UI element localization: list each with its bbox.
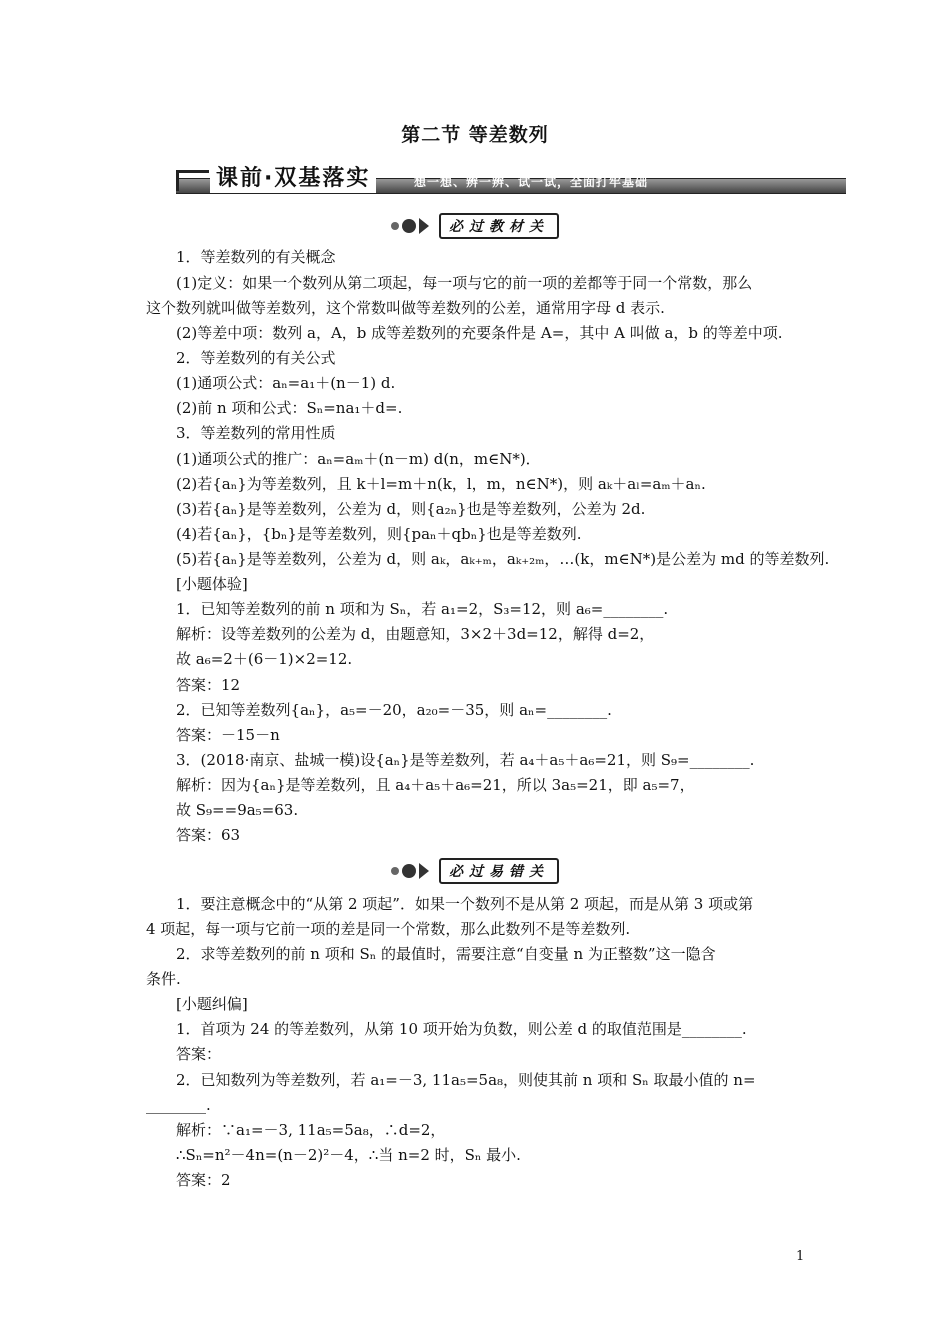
section-header-pitfalls — [0, 858, 950, 884]
text-line: ∴Sₙ=n²－4n=(n－2)²－4，∴当 n=2 时，Sₙ 最小. — [176, 1146, 521, 1164]
text-line: 解析：设等差数列的公差为 d，由题意知，3×2＋3d=12，解得 d=2， — [176, 625, 655, 643]
text-line: (2)等差中项：数列 a，A，b 成等差数列的充要条件是 A=，其中 A 叫做 a，b 的等差中项. — [176, 324, 783, 342]
text-line: 答案： — [176, 1045, 222, 1063]
text-line: 答案：12 — [176, 676, 241, 694]
text-line: 2．等差数列的有关公式 — [176, 349, 336, 367]
section-header-textbook — [0, 213, 950, 239]
text-line: 2．已知数列为等差数列，若 a₁=－3, 11a₅=5a₈，则使其前 n 项和 Sₙ 取最小值的 n= — [176, 1071, 756, 1089]
text-line: (5)若{aₙ}是等差数列，公差为 d，则 aₖ，aₖ₊ₘ，aₖ₊₂ₘ，…(k，m∈N*)是公差为 md 的等差数列. — [176, 550, 830, 568]
text-line: 答案：2 — [176, 1171, 231, 1189]
text-line: 条件. — [146, 970, 181, 988]
section-banner — [176, 166, 846, 196]
section-label: 必过教材关 — [439, 213, 559, 239]
text-line: 解析：∵a₁=－3, 11a₅=5a₈，∴d=2， — [176, 1121, 446, 1139]
text-line: 答案：－15－n — [176, 726, 280, 744]
bullet-dots-icon — [391, 863, 429, 879]
text-line: 1．已知等差数列的前 n 项和为 Sₙ，若 a₁=2，S₃=12，则 a₆=________. — [176, 600, 669, 618]
text-line: [小题纠偏] — [176, 995, 248, 1013]
section-label: 必过易错关 — [439, 858, 559, 884]
text-line: 1．要注意概念中的“从第 2 项起”．如果一个数列不是从第 2 项起，而是从第 3 项或第 — [176, 895, 754, 913]
text-line: 解析：因为{aₙ}是等差数列，且 a₄＋a₅＋a₆=21，所以 3a₅=21，即 a₅=7， — [176, 776, 695, 794]
text-line: 故 S₉==9a₅=63. — [176, 801, 299, 819]
text-line: (2)前 n 项和公式：Sₙ=na₁＋d=. — [176, 399, 403, 417]
text-line: 2．已知等差数列{aₙ}，a₅=－20，a₂₀=－35，则 aₙ=________. — [176, 701, 612, 719]
text-line: 1．首项为 24 的等差数列，从第 10 项开始为负数，则公差 d 的取值范围是________. — [176, 1020, 747, 1038]
text-line: [小题体验] — [176, 575, 248, 593]
text-line: ________. — [146, 1096, 211, 1114]
banner-subtitle: 想一想、辨一辨、试一试，全面打牢基础 — [414, 175, 649, 189]
banner-left-bracket — [176, 170, 209, 191]
page-number: 1 — [796, 1249, 805, 1264]
text-line: (1)通项公式的推广：aₙ=aₘ＋(n－m) d(n，m∈N*)． — [176, 450, 541, 468]
text-line: 3．(2018·南京、盐城一模)设{aₙ}是等差数列，若 a₄＋a₅＋a₆=21，则 S₉=________. — [176, 751, 755, 769]
text-line: 4 项起，每一项与它前一项的差是同一个常数，那么此数列不是等差数列. — [146, 920, 631, 938]
text-line: 2．求等差数列的前 n 项和 Sₙ 的最值时，需要注意“自变量 n 为正整数”这一隐含 — [176, 945, 716, 963]
text-line: (1)定义：如果一个数列从第二项起，每一项与它的前一项的差都等于同一个常数，那么 — [176, 274, 753, 292]
text-line: 3．等差数列的常用性质 — [176, 424, 336, 442]
page-title: 第二节 等差数列 — [401, 124, 549, 146]
banner-title: 课前·双基落实 — [210, 165, 376, 193]
text-line: 答案：63 — [176, 826, 241, 844]
text-line: (3)若{aₙ}是等差数列，公差为 d，则{a₂ₙ}也是等差数列，公差为 2d. — [176, 500, 646, 518]
text-line: (2)若{aₙ}为等差数列，且 k＋l=m＋n(k，l，m，n∈N*)，则 aₖ＋aₗ=aₘ＋aₙ. — [176, 475, 706, 493]
text-line: 故 a₆=2＋(6－1)×2=12. — [176, 650, 353, 668]
text-line: (4)若{aₙ}，{bₙ}是等差数列，则{paₙ＋qbₙ}也是等差数列. — [176, 525, 582, 543]
text-line: 这个数列就叫做等差数列，这个常数叫做等差数列的公差，通常用字母 d 表示. — [146, 299, 665, 317]
text-line: 1．等差数列的有关概念 — [176, 248, 336, 266]
bullet-dots-icon — [391, 218, 429, 234]
text-line: (1)通项公式：aₙ=a₁＋(n－1) d. — [176, 374, 396, 392]
